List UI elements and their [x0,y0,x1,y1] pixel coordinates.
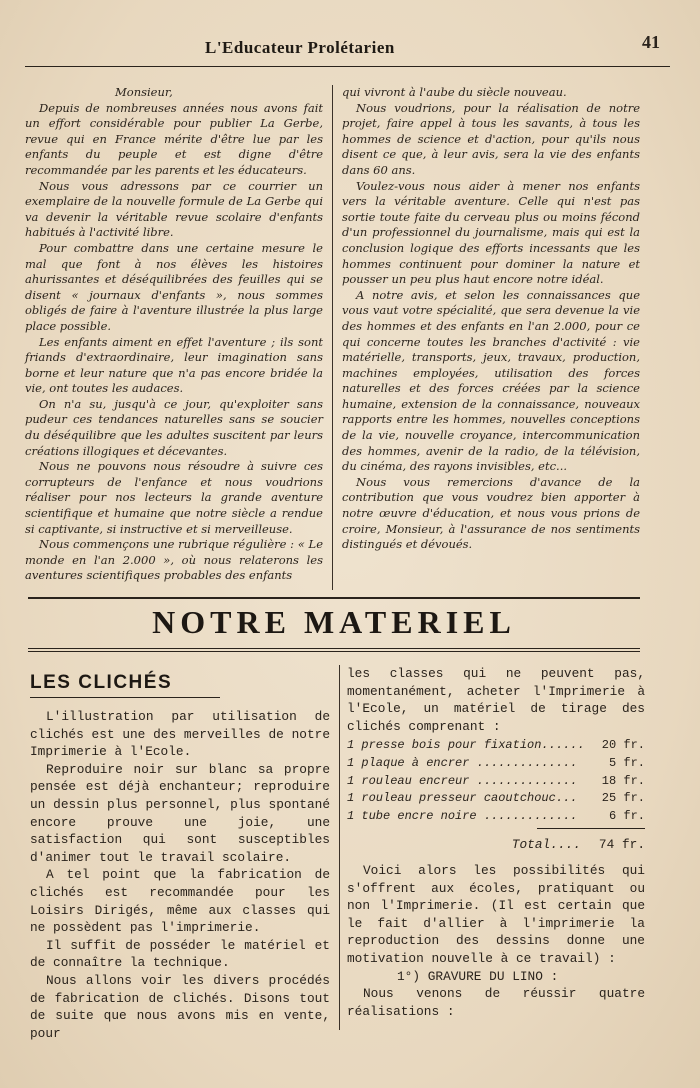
letter-column-right [342,85,640,553]
letter [25,85,645,595]
page-header [25,30,670,68]
article-paragraph: Reproduire noir sur blanc sa propre pensée est déjà enchanteur; reproduire un dessin plus personnel, plus spontané encore prouve une joie, une satisfaction qui sont susceptibles d'animer tout le travail scolaire. [30,761,330,865]
item-name: 1 rouleau encreur .............. [347,773,578,788]
letter-salutation: Monsieur, [115,85,173,99]
article-column-right [347,665,645,1020]
letter-paragraph: Voulez-vous nous aider à mener nos enfants vers la véritable aventure. Celle qui n'est pas sortie toute faite du cerveau plus ou moins fécond d'un professionnel du journalisme, mais qui est la conclusion logique des efforts incessants que les hommes continuent pour dominer la nature et pousser un peu plus haut encore notre idéal. [342,178,640,287]
price-list-item [347,737,645,755]
letter-paragraph: Depuis de nombreuses années nous avons fait un effort considérable pour publier La Gerbe, revue qui en France mérite d'être lue par les enfants du peuple et est digne d'être recommandée par les parents et les éducateurs. [25,100,323,177]
price-list-item [347,790,645,808]
letter-paragraph: Les enfants aiment en effet l'aventure ; ils sont friands d'extraordinaire, leur imagination sans borne et leur nature que n'a pas encore bridée la vie, ont toutes les audaces. [25,334,323,396]
article-paragraph: Il suffit de posséder le matériel et de connaître la technique. [30,937,330,971]
article-column-left [30,708,330,1042]
letter-paragraph: Nous vous adressons par ce courrier un exemplaire de la nouvelle formule de La Gerbe qui va devenir la véritable revue scolaire d'enfants habitués à l'activité libre. [25,178,323,240]
item-name: 1 rouleau presseur caoutchouc... [347,791,578,806]
letter-paragraph: Nous ne pouvons nous résoudre à suivre ces corrupteurs de l'enfance et nous voudrions réaliser pour nos lecteurs la grande aventure scientifique et humaine que notre siècle a rendue si captivante, si instructive et si merveilleuse. [25,459,323,536]
price-list-item [347,755,645,773]
header-rule [25,66,670,67]
column-divider [332,85,333,590]
price-list-item [347,808,645,826]
item-name: 1 presse bois pour fixation...... [347,738,585,753]
subsection-heading: 1°) GRAVURE DU LINO : [397,968,559,984]
letter-paragraph: Nous vous remercions d'avance de la contribution que vous voudrez bien apporter à notre œuvre d'éducation, et nous vous prions de croire, Monsieur, à l'assurance de nos sentiments distingués et dévoués. [342,474,640,552]
item-price: 6 fr. [608,808,645,823]
item-name: 1 tube encre noire ............. [347,808,578,823]
section-title: NOTRE MATERIEL [152,604,516,640]
item-price: 18 fr. [601,773,645,788]
letter-column-left [25,85,323,584]
item-name: 1 plaque à encrer .............. [347,755,578,770]
article-paragraph: Nous venons de réussir quatre réalisations : [347,986,645,1019]
article-paragraph: Nous allons voir les divers procédés de fabrication de clichés. Disons tout de suite que nous avons mis en vente, pour [30,972,330,1041]
column-divider [339,665,340,1030]
item-price: 20 fr. [601,738,645,753]
section-rule [28,648,640,652]
article-paragraph: Voici alors les possibilités qui s'offrent aux écoles, pratiquant ou non l'Imprimerie. (Il est certain que le fait d'allier à l'imprimerie la reproduction des dessins donne une motivation nouvelle à ce travail) : [347,862,645,966]
price-total [347,836,645,854]
price-list [347,737,645,825]
letter-paragraph: Nous commençons une rubrique régulière : « Le monde en l'an 2.000 », où nous relaterons les aventures scientifiques probables des enfants [25,537,323,583]
article-heading-rule [30,697,220,698]
section-rule [28,597,640,599]
total-rule [537,828,645,829]
letter-paragraph: A notre avis, et selon les connaissances que vous vaut votre spécialité, que sera devenue la vie des hommes et des enfants en l'an 2.000, pour ce qui concerne toutes les branches d'activité : vie matérielle, transports, jeux, travaux, production, machines employées, utilisation des forces naturelles et des forces créées par la science humaine, extension de la connaissance, nouveaux rapports entre les hommes, nouvelles conceptions de la vie, nouvelle croyance, intercommunication des hommes, avenir de la radio, de la télévision, du cinéma, des rayons invisibles, etc... [342,287,640,474]
letter-paragraph: qui vivront à l'aube du siècle nouveau. [342,85,567,99]
total-value: 74 fr. [598,837,645,853]
total-label: Total.... [511,837,581,853]
item-price: 5 fr. [608,755,645,770]
article-paragraph: L'illustration par utilisation de clichés est une des merveilles de notre Imprimerie à l'Ecole. [30,709,330,760]
letter-paragraph: Pour combattre dans une certaine mesure le mal que font à nos élèves les histoires ahurissantes et déséquilibrées des feuilles qui se disent « journaux d'enfants », nous sommes obligés de faire à l'aventure illustrée la plus large place possible. [25,240,323,333]
letter-paragraph: Nous voudrions, pour la réalisation de notre projet, faire appel à tous les savants, à tous les hommes de science et d'action, pour qu'ils nous disent ce que, à leur avis, sera la vie des enfants dans 60 ans. [342,100,640,177]
article-paragraph: A tel point que la fabrication de clichés est recommandée pour les Loisirs Dirigés, même aux classes qui ne possèdent pas l'imprimerie. [30,867,330,936]
price-list-item [347,773,645,791]
item-price: 25 fr. [601,791,645,806]
journal-title: L'Educateur Prolétarien [205,38,395,57]
article-paragraph: les classes qui ne peuvent pas, momentanément, acheter l'Imprimerie à l'Ecole, un matériel de tirage des clichés comprenant : [347,666,645,734]
letter-paragraph: On n'a su, jusqu'à ce jour, qu'exploiter sans pudeur ces tendances naturelles sans se soucier du déséquilibre que les adultes suscitent par leurs créations illogiques et décevantes. [25,396,323,458]
page-number: 41 [642,32,660,52]
article-heading: LES CLICHÉS [30,672,173,693]
